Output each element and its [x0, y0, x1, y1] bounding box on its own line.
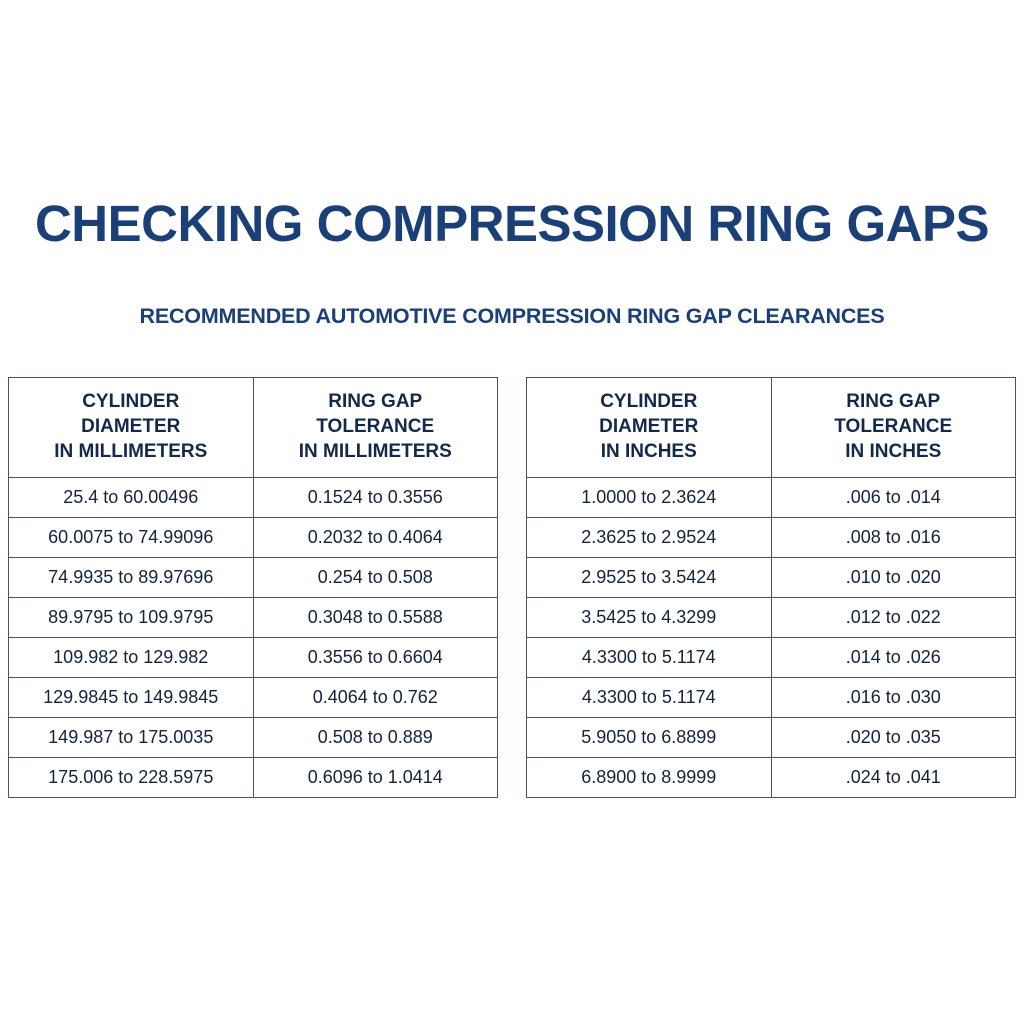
cell-cylinder-diameter: 3.5425 to 4.3299	[527, 598, 772, 638]
cell-ring-gap-tolerance: .024 to .041	[771, 758, 1016, 798]
header-line: IN MILLIMETERS	[54, 441, 208, 463]
page-title: CHECKING COMPRESSION RING GAPS	[34, 195, 990, 252]
header-line: IN INCHES	[845, 441, 942, 463]
cell-cylinder-diameter: 2.3625 to 2.9524	[527, 518, 772, 558]
header-line: IN MILLIMETERS	[298, 441, 452, 463]
cell-ring-gap-tolerance: 0.6096 to 1.0414	[253, 758, 498, 798]
header-line: RING GAP	[846, 391, 941, 412]
imperial-ring-gap-table	[526, 377, 1016, 798]
cell-cylinder-diameter: 2.9525 to 3.5424	[527, 558, 772, 598]
page-subtitle: RECOMMENDED AUTOMOTIVE COMPRESSION RING GAP CLEARANCES	[139, 304, 885, 328]
table-row	[9, 598, 498, 638]
table-row	[9, 678, 498, 718]
cell-cylinder-diameter: 1.0000 to 2.3624	[527, 478, 772, 518]
cell-ring-gap-tolerance: 0.1524 to 0.3556	[253, 478, 498, 518]
cell-ring-gap-tolerance: 0.2032 to 0.4064	[253, 518, 498, 558]
table-row	[9, 758, 498, 798]
header-line: RING GAP	[328, 391, 423, 412]
cell-ring-gap-tolerance: .006 to .014	[771, 478, 1016, 518]
cell-ring-gap-tolerance: .016 to .030	[771, 678, 1016, 718]
table-row	[527, 558, 1016, 598]
cell-ring-gap-tolerance: 0.4064 to 0.762	[253, 678, 498, 718]
table-row	[9, 718, 498, 758]
header-line: DIAMETER	[81, 416, 181, 438]
table-header-row	[9, 378, 498, 478]
cell-cylinder-diameter: 129.9845 to 149.9845	[9, 678, 254, 718]
column-header-ring-gap-tolerance-in	[771, 378, 1016, 478]
tables-container	[0, 377, 1024, 798]
cell-ring-gap-tolerance: 0.508 to 0.889	[253, 718, 498, 758]
cell-ring-gap-tolerance: .014 to .026	[771, 638, 1016, 678]
cell-ring-gap-tolerance: .010 to .020	[771, 558, 1016, 598]
table-row	[527, 478, 1016, 518]
table-row	[9, 638, 498, 678]
metric-ring-gap-table	[8, 377, 498, 798]
cell-cylinder-diameter: 89.9795 to 109.9795	[9, 598, 254, 638]
table-row	[9, 478, 498, 518]
header-line: CYLINDER	[600, 391, 698, 412]
header-line: CYLINDER	[82, 391, 180, 412]
column-header-ring-gap-tolerance-mm	[253, 378, 498, 478]
cell-cylinder-diameter: 5.9050 to 6.8899	[527, 718, 772, 758]
cell-ring-gap-tolerance: .008 to .016	[771, 518, 1016, 558]
cell-ring-gap-tolerance: 0.254 to 0.508	[253, 558, 498, 598]
header-line: IN INCHES	[600, 441, 697, 463]
cell-ring-gap-tolerance: .012 to .022	[771, 598, 1016, 638]
cell-ring-gap-tolerance: 0.3556 to 0.6604	[253, 638, 498, 678]
header-line: DIAMETER	[599, 416, 699, 438]
cell-cylinder-diameter: 4.3300 to 5.1174	[527, 638, 772, 678]
header-line: TOLERANCE	[834, 416, 953, 438]
table-row	[9, 558, 498, 598]
cell-cylinder-diameter: 60.0075 to 74.99096	[9, 518, 254, 558]
table-row	[527, 718, 1016, 758]
cell-cylinder-diameter: 175.006 to 228.5975	[9, 758, 254, 798]
table-row	[527, 518, 1016, 558]
cell-ring-gap-tolerance: .020 to .035	[771, 718, 1016, 758]
column-header-cylinder-diameter-in	[527, 378, 772, 478]
cell-cylinder-diameter: 109.982 to 129.982	[9, 638, 254, 678]
table-row	[527, 638, 1016, 678]
header-line: TOLERANCE	[316, 416, 435, 438]
table-header-row	[527, 378, 1016, 478]
table-row	[9, 518, 498, 558]
column-header-cylinder-diameter-mm	[9, 378, 254, 478]
cell-cylinder-diameter: 4.3300 to 5.1174	[527, 678, 772, 718]
cell-cylinder-diameter: 6.8900 to 8.9999	[527, 758, 772, 798]
cell-cylinder-diameter: 149.987 to 175.0035	[9, 718, 254, 758]
cell-ring-gap-tolerance: 0.3048 to 0.5588	[253, 598, 498, 638]
table-row	[527, 758, 1016, 798]
cell-cylinder-diameter: 25.4 to 60.00496	[9, 478, 254, 518]
cell-cylinder-diameter: 74.9935 to 89.97696	[9, 558, 254, 598]
table-row	[527, 678, 1016, 718]
table-row	[527, 598, 1016, 638]
